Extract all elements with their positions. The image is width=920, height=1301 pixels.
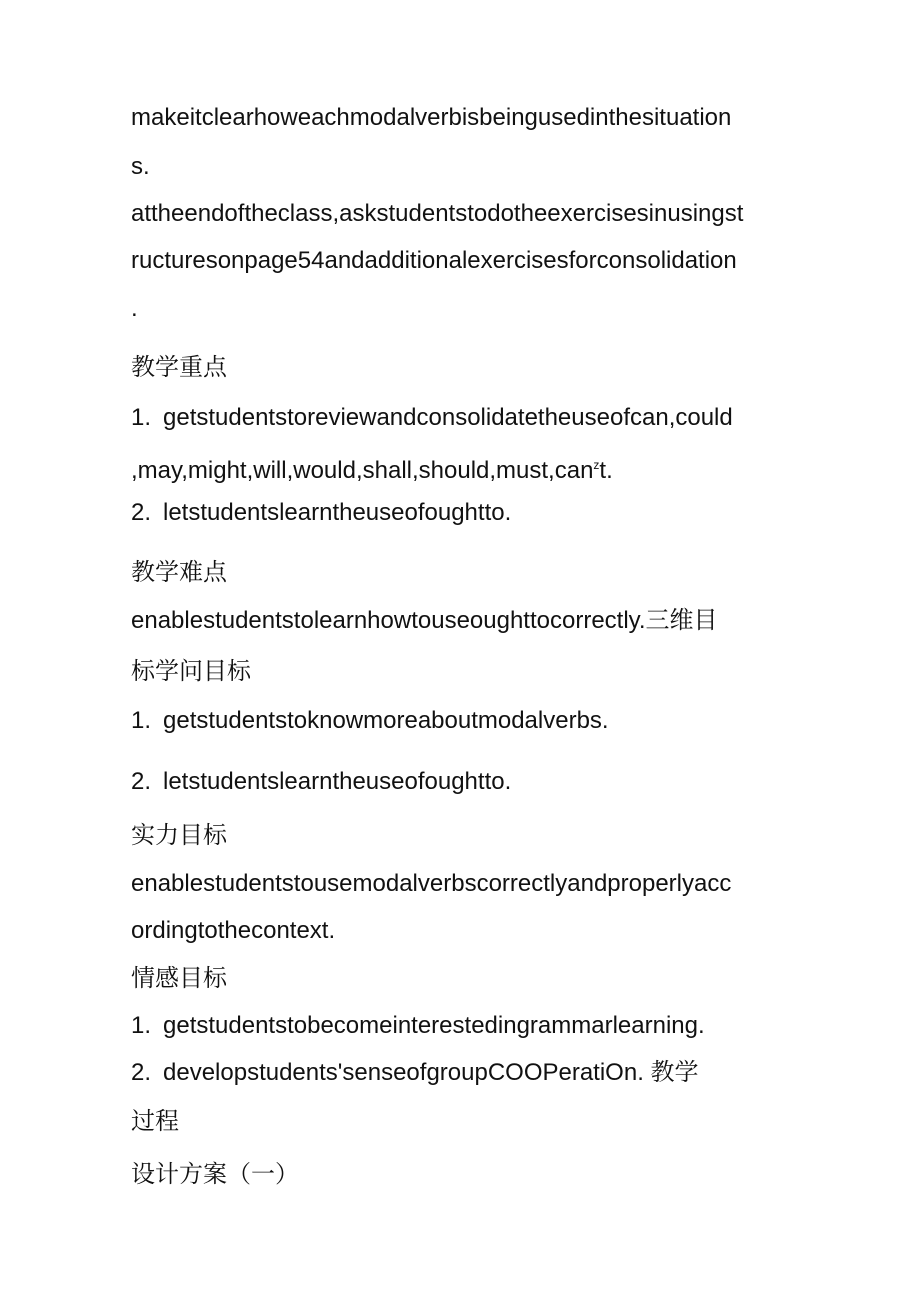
superscript-mark: z (593, 458, 600, 472)
list-item (131, 1058, 699, 1088)
body-text-line: . (131, 295, 138, 322)
body-text-line: makeitclearhoweachmodalverbisbeingusedinthesituation (131, 104, 732, 131)
body-text-line: enablestudentstousemodalverbscorrectlyandproperlyacc (131, 870, 732, 897)
section-heading: 教学重点 (131, 353, 227, 381)
list-item (131, 403, 733, 433)
body-text-line: s. (131, 153, 150, 180)
list-item (131, 706, 609, 736)
section-heading: 设计方案（一） (131, 1160, 299, 1188)
list-item-number: 2. (131, 768, 152, 795)
body-text-segment: ,may,might,will,would,shall,should,must,can (131, 457, 594, 484)
list-item-number: 1. (131, 404, 152, 431)
section-heading: 实力目标 (131, 821, 227, 849)
list-item-text: getstudentstoknowmoreaboutmodalverbs. (163, 707, 609, 734)
list-item-number: 2. (131, 499, 152, 526)
body-text-segment: t. (599, 457, 613, 484)
section-heading: 情感目标 (131, 964, 227, 992)
section-heading: 标学问目标 (131, 657, 251, 685)
list-item-number: 1. (131, 707, 152, 734)
list-item (131, 1011, 705, 1041)
list-item-text: getstudentstobecomeinterestedingrammarlearning. (163, 1012, 705, 1039)
section-heading: 过程 (131, 1107, 179, 1135)
body-text-line: enablestudentstolearnhowtouseoughttocorrectly.三维目 (131, 607, 718, 634)
list-item-number: 1. (131, 1012, 152, 1039)
body-text-line: ordingtothecontext. (131, 917, 336, 944)
list-item-text: letstudentslearntheuseofoughtto. (163, 768, 512, 795)
list-item-number: 2. (131, 1059, 152, 1086)
list-item (131, 498, 511, 528)
list-item (131, 767, 511, 797)
list-item-text: developstudents'senseofgroupCOOPeratiOn. 教学 (163, 1059, 699, 1086)
list-item-text: getstudentstoreviewandconsolidatetheuseofcan,could (163, 404, 733, 431)
list-item-text: letstudentslearntheuseofoughtto. (163, 499, 512, 526)
body-text-line: attheendoftheclass,askstudentstodotheexercisesinusingst (131, 200, 744, 227)
body-text-line (131, 450, 613, 486)
section-heading: 教学难点 (131, 558, 227, 586)
body-text-line: ructuresonpage54andadditionalexercisesforconsolidation (131, 247, 737, 274)
